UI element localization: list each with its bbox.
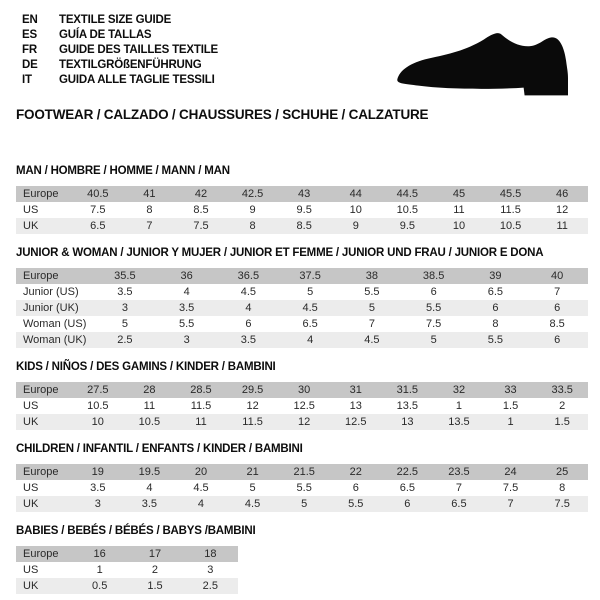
row-label: UK [16,414,72,430]
size-cell: 44.5 [382,186,434,202]
size-cell: 4 [175,496,227,512]
size-table [16,464,588,512]
size-cell: 13 [382,414,434,430]
language-row [22,43,218,58]
size-cell: 4.5 [193,482,209,494]
row-label: Europe [16,464,72,480]
size-cell: 6.5 [302,318,318,330]
size-cell: 41 [124,186,176,202]
footwear-category-title: FOOTWEAR / CALZADO / CHAUSSURES / SCHUHE / CALZATURE [16,107,429,122]
size-table [16,268,588,348]
size-row [16,300,588,316]
size-cell: 5 [341,300,403,316]
size-table-section [16,246,588,348]
size-table-section [16,164,588,234]
size-cell: 3.5 [156,300,218,316]
size-cell: 21.5 [278,464,330,480]
language-title: GUIDA ALLE TAGLIE TESSILI [59,74,215,86]
size-cell: 3.5 [124,496,176,512]
language-title: TEXTILGRÖßENFÜHRUNG [59,59,202,71]
size-cell: 25 [536,464,588,480]
language-code: EN [22,14,38,26]
size-cell: 12 [556,204,569,216]
size-cell: 19 [72,464,124,480]
size-cell: 10 [349,204,362,216]
size-row [16,332,588,348]
size-cell: 5 [307,286,314,298]
size-cell: 8.5 [193,204,209,216]
language-title: TEXTILE SIZE GUIDE [59,14,172,26]
size-row [16,546,238,562]
size-cell: 39 [465,268,527,284]
size-cell: 5.5 [296,482,312,494]
size-cell: 7 [455,482,463,494]
size-cell: 8.5 [549,318,565,330]
size-cell: 4.5 [240,286,257,298]
row-label: Junior (US) [23,286,79,298]
size-table-title: JUNIOR & WOMAN / JUNIOR Y MUJER / JUNIOR ET FEMME / JUNIOR UND FRAU / JUNIOR E DONA [16,247,544,259]
size-cell: 3 [207,564,214,576]
size-cell: 2.5 [94,332,156,348]
size-table-section [16,360,588,430]
size-cell: 28 [124,382,176,398]
size-cell: 10.5 [485,218,537,234]
size-tables [16,164,588,600]
size-cell: 31 [330,382,382,398]
language-code: ES [22,29,37,41]
size-cell: 36 [156,268,218,284]
size-cell: 11 [453,204,465,216]
size-table [16,186,588,234]
size-cell: 6 [382,496,434,512]
size-table-section [16,442,588,512]
size-cell: 7 [554,286,561,298]
size-cell: 38.5 [403,268,465,284]
size-cell: 5.5 [465,332,527,348]
size-cell: 10.5 [87,400,109,412]
size-cell: 0.5 [72,578,127,594]
size-row [16,382,588,398]
language-title: GUÍA DE TALLAS [59,29,152,41]
size-cell: 8.5 [278,218,330,234]
size-cell: 2.5 [183,578,238,594]
size-cell: 8 [559,482,566,494]
size-cell: 7 [124,218,176,234]
size-cell: 33.5 [536,382,588,398]
size-cell: 6.5 [487,286,504,298]
size-cell: 5 [278,496,330,512]
size-cell: 6 [526,332,588,348]
size-cell: 5.5 [403,300,465,316]
size-cell: 4 [218,300,280,316]
size-cell: 5 [403,332,465,348]
size-cell: 9.5 [296,204,312,216]
size-cell: 11 [536,218,588,234]
size-cell: 36.5 [218,268,280,284]
size-row [16,414,588,430]
size-cell: 12 [246,400,259,412]
size-cell: 37.5 [279,268,341,284]
size-cell: 4.5 [341,332,403,348]
size-cell: 6 [465,300,527,316]
size-cell: 5.5 [330,496,382,512]
size-cell: 6 [352,482,359,494]
size-table [16,382,588,430]
size-cell: 5 [249,482,256,494]
size-cell: 30 [278,382,330,398]
size-cell: 3 [94,300,156,316]
size-cell: 9 [249,204,256,216]
size-cell: 29.5 [227,382,279,398]
size-cell: 5.5 [364,286,380,298]
size-cell: 1.5 [127,578,182,594]
size-cell: 3.5 [90,482,106,494]
size-cell: 11 [175,414,227,430]
size-cell: 44 [330,186,382,202]
size-row [16,284,588,300]
size-cell: 6.5 [72,218,124,234]
row-label: Europe [16,186,72,202]
size-cell: 3.5 [218,332,280,348]
size-cell: 1.5 [536,414,588,430]
language-title: GUIDE DES TAILLES TEXTILE [59,44,218,56]
size-cell: 12 [278,414,330,430]
size-cell: 35.5 [94,268,156,284]
size-row [16,186,588,202]
row-label: US [23,564,39,576]
size-cell: 42.5 [227,186,279,202]
size-cell: 10 [72,414,124,430]
size-cell: 16 [72,546,127,562]
size-table-title: KIDS / NIÑOS / DES GAMINS / KINDER / BAMBINI [16,361,276,373]
language-code: FR [22,44,37,56]
size-cell: 13.5 [433,414,485,430]
language-row [22,13,218,28]
size-cell: 13.5 [396,400,419,412]
size-cell: 1 [96,564,103,576]
size-cell: 46 [536,186,588,202]
size-cell: 42 [175,186,227,202]
size-table-title: MAN / HOMBRE / HOMME / MANN / MAN [16,165,230,177]
size-table-title: CHILDREN / INFANTIL / ENFANTS / KINDER / BAMBINI [16,443,303,455]
size-cell: 4 [279,332,341,348]
size-cell: 5 [121,318,128,330]
size-cell: 19.5 [124,464,176,480]
size-row [16,268,588,284]
size-row [16,496,588,512]
size-cell: 1.5 [502,400,519,412]
size-cell: 13 [349,400,362,412]
size-cell: 1 [455,400,463,412]
size-table-title: BABIES / BEBÉS / BÉBÉS / BABYS /BAMBINI [16,525,256,537]
size-cell: 20 [175,464,227,480]
size-row [16,398,588,414]
size-row [16,578,238,594]
size-cell: 33 [485,382,537,398]
size-cell: 21 [227,464,279,480]
size-cell: 38 [341,268,403,284]
row-label: Europe [16,268,94,284]
row-label: Woman (US) [23,318,87,330]
size-cell: 4 [146,482,153,494]
size-cell: 9 [330,218,382,234]
size-cell: 8 [227,218,279,234]
size-row [16,316,588,332]
size-cell: 6.5 [433,496,485,512]
size-row [16,218,588,234]
size-cell: 27.5 [72,382,124,398]
language-row [22,28,218,43]
size-cell: 45.5 [485,186,537,202]
size-cell: 7.5 [90,204,106,216]
size-cell: 11.5 [190,400,212,412]
size-cell: 7.5 [175,218,227,234]
size-table [16,546,238,594]
language-code: IT [22,74,32,86]
size-cell: 4 [183,286,190,298]
size-cell: 7.5 [502,482,519,494]
dress-shoe-icon [388,22,584,104]
size-cell: 7 [485,496,537,512]
size-cell: 7 [368,318,375,330]
size-cell: 11 [143,400,156,412]
size-row [16,464,588,480]
size-cell: 8 [146,204,153,216]
size-cell: 6 [526,300,588,316]
size-cell: 6 [430,286,437,298]
size-cell: 31.5 [382,382,434,398]
row-label: US [23,400,39,412]
row-label: UK [16,578,72,594]
row-label: Europe [16,546,72,562]
size-cell: 10.5 [396,204,419,216]
size-cell: 3 [72,496,124,512]
size-cell: 8 [492,318,499,330]
size-cell: 5.5 [178,318,195,330]
size-cell: 4.5 [227,496,279,512]
size-cell: 40 [526,268,588,284]
size-cell: 6 [245,318,252,330]
language-row [22,73,218,88]
size-cell: 10.5 [124,414,176,430]
size-cell: 9.5 [382,218,434,234]
size-cell: 4.5 [279,300,341,316]
size-cell: 10 [433,218,485,234]
size-cell: 17 [127,546,182,562]
size-cell: 11.5 [227,414,279,430]
size-cell: 40.5 [72,186,124,202]
row-label: US [23,482,39,494]
size-row [16,202,588,218]
size-cell: 3 [156,332,218,348]
size-cell: 22 [330,464,382,480]
size-cell: 7.5 [536,496,588,512]
row-label: UK [16,496,72,512]
size-cell: 3.5 [117,286,133,298]
size-cell: 28.5 [175,382,227,398]
size-cell: 12.5 [330,414,382,430]
size-cell: 32 [433,382,485,398]
row-label: US [23,204,39,216]
size-cell: 11.5 [500,204,521,216]
size-cell: 24 [485,464,537,480]
row-label: UK [16,218,72,234]
size-cell: 18 [183,546,238,562]
size-cell: 22.5 [382,464,434,480]
size-row [16,480,588,496]
size-cell: 6.5 [399,482,415,494]
language-list [22,13,218,88]
size-cell: 7.5 [425,318,442,330]
size-cell: 43 [278,186,330,202]
row-label: Junior (UK) [16,300,94,316]
language-row [22,58,218,73]
row-label: Europe [16,382,72,398]
language-code: DE [22,59,38,71]
row-label: Woman (UK) [16,332,94,348]
size-cell: 2 [559,400,566,412]
size-cell: 23.5 [433,464,485,480]
size-cell: 12.5 [293,400,315,412]
size-table-section [16,524,588,594]
size-row [16,562,238,578]
size-cell: 45 [433,186,485,202]
size-cell: 2 [151,564,159,576]
size-cell: 1 [485,414,537,430]
